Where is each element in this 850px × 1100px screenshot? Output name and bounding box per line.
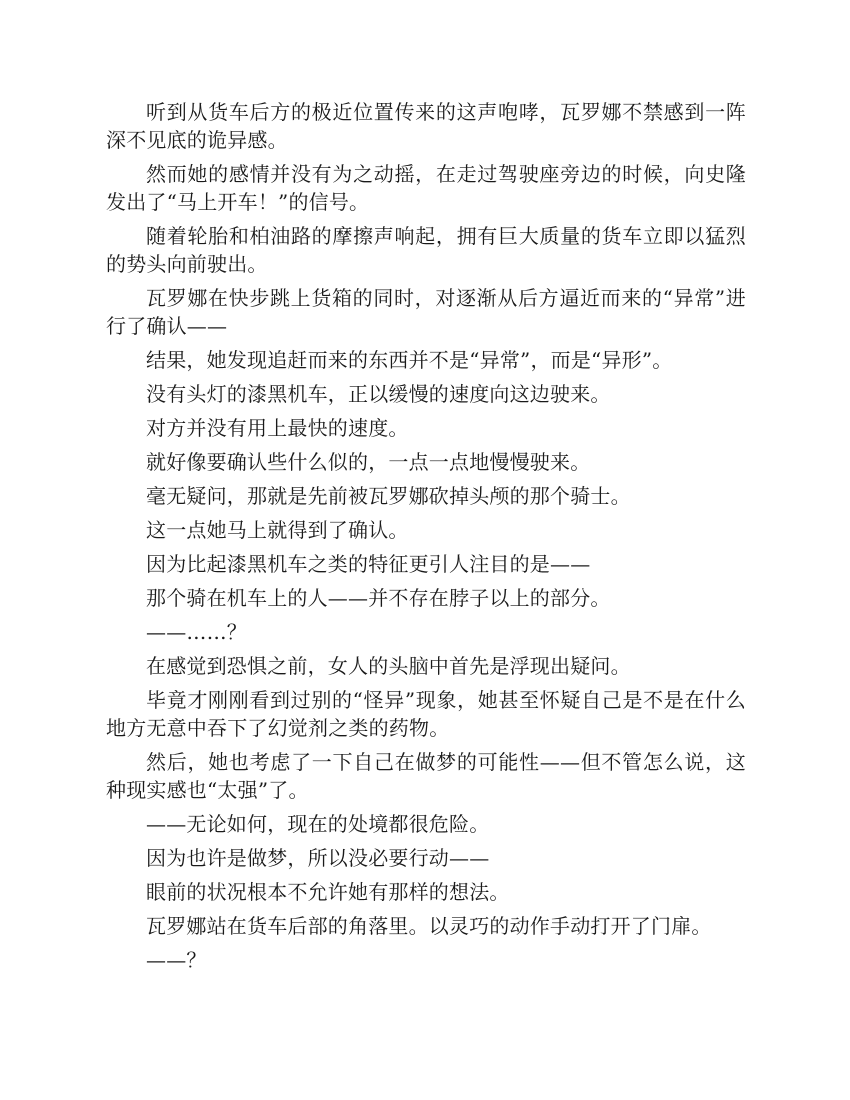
paragraph: 随着轮胎和柏油路的摩擦声响起，拥有巨大质量的货车立即以猛烈的势头向前驶出。 (106, 224, 746, 276)
paragraph: 因为比起漆黑机车之类的特征更引人注目的是—— (146, 552, 591, 576)
paragraph: 瓦罗娜站在货车后部的角落里。以灵巧的动作手动打开了门扉。 (146, 914, 712, 938)
paragraph: 然后，她也考虑了一下自己在做梦的可能性——但不管怎么说，这种现实感也“太强”了。 (106, 750, 746, 802)
text-body (106, 98, 746, 980)
paragraph: 就好像要确认些什么似的，一点一点地慢慢驶来。 (146, 450, 591, 474)
paragraph: 听到从货车后方的极近位置传来的这声咆哮，瓦罗娜不禁感到一阵深不见底的诡异感。 (106, 100, 746, 152)
paragraph: 结果，她发现追赶而来的东西并不是“异常”，而是“异形”。 (146, 348, 673, 372)
paragraph: 毫无疑问，那就是先前被瓦罗娜砍掉头颅的那个骑士。 (146, 484, 631, 508)
paragraph: 那个骑在机车上的人——并不存在脖子以上的部分。 (146, 586, 611, 610)
paragraph: 对方并没有用上最快的速度。 (146, 416, 409, 440)
paragraph: 瓦罗娜在快步跳上货箱的同时，对逐渐从后方逼近而来的“异常”进行了确认—— (106, 286, 746, 338)
paragraph: 因为也许是做梦，所以没必要行动—— (146, 846, 490, 870)
paragraph: 没有头灯的漆黑机车，正以缓慢的速度向这边驶来。 (146, 382, 611, 406)
paragraph: 眼前的状况根本不允许她有那样的想法。 (146, 880, 510, 904)
paragraph: ——？ (146, 948, 207, 972)
paragraph: 在感觉到恐惧之前，女人的头脑中首先是浮现出疑问。 (146, 654, 631, 678)
paragraph: 这一点她马上就得到了确认。 (146, 518, 409, 542)
paragraph: 然而她的感情并没有为之动摇，在走过驾驶座旁边的时候，向史隆发出了“马上开车！”的信号。 (106, 162, 746, 214)
paragraph: ——无论如何，现在的处境都很危险。 (146, 812, 490, 836)
paragraph: 毕竟才刚刚看到过别的“怪异”现象，她甚至怀疑自己是不是在什么地方无意中吞下了幻觉剂之类的药物。 (106, 688, 746, 740)
paragraph: ——……？ (146, 620, 247, 644)
